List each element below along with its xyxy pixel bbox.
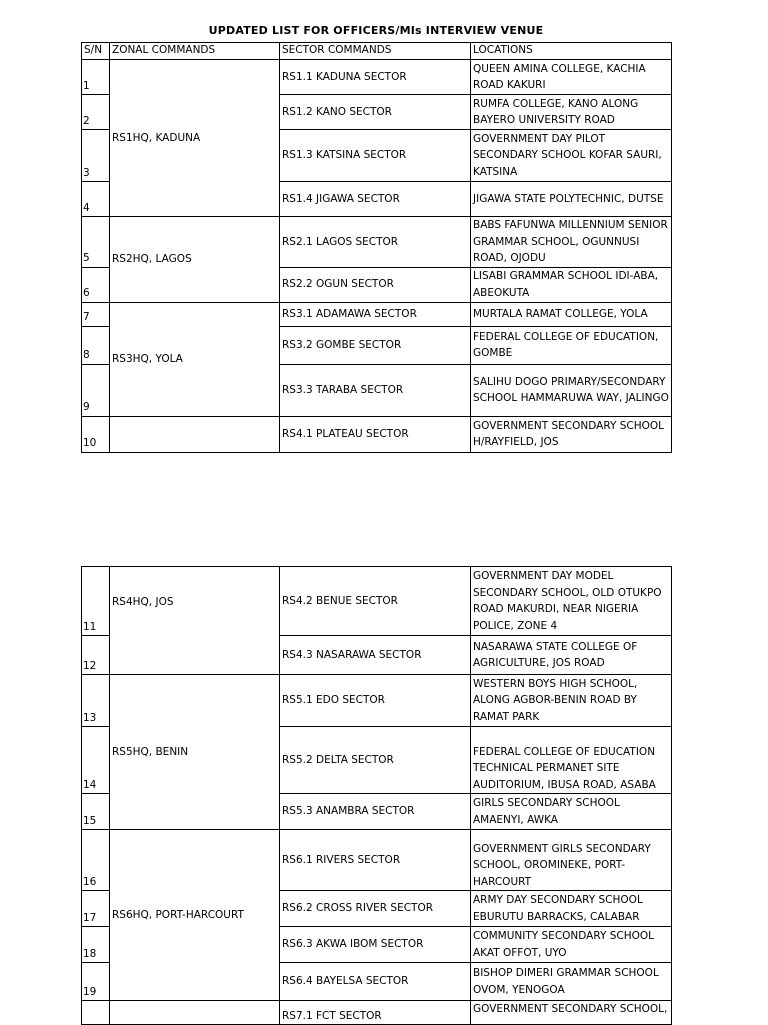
table-row [82, 830, 672, 891]
sector-cell: RS2.2 OGUN SECTOR [280, 267, 471, 302]
zone-cell: RS2HQ, LAGOS [110, 217, 280, 303]
sector-cell: RS5.1 EDO SECTOR [280, 675, 471, 727]
row-sn: 1 [82, 60, 110, 95]
table-row [82, 302, 672, 326]
sector-cell: RS6.4 BAYELSA SECTOR [280, 963, 471, 1001]
location-cell: MURTALA RAMAT COLLEGE, YOLA [471, 302, 672, 326]
sector-cell: RS2.1 LAGOS SECTOR [280, 217, 471, 268]
row-sn: 4 [82, 182, 110, 217]
location-cell: GOVERNMENT DAY MODEL SECONDARY SCHOOL, OLD OTUKPO ROAD MAKURDI, NEAR NIGERIA POLICE, ZONE 4 [471, 567, 672, 636]
sector-cell: RS1.2 KANO SECTOR [280, 95, 471, 130]
zone-cell-empty [110, 1001, 280, 1025]
location-cell: NASARAWA STATE COLLEGE OF AGRICULTURE, JOS ROAD [471, 636, 672, 675]
location-cell: ARMY DAY SECONDARY SCHOOL EBURUTU BARRACKS, CALABAR [471, 891, 672, 927]
zone-cell: RS3HQ, YOLA [110, 302, 280, 416]
row-sn: 10 [82, 416, 110, 452]
venue-table-page-1 [81, 42, 672, 453]
location-cell: QUEEN AMINA COLLEGE, KACHIA ROAD KAKURI [471, 60, 672, 95]
zone-cell: RS1HQ, KADUNA [110, 60, 280, 217]
row-sn: 5 [82, 217, 110, 268]
row-sn: 8 [82, 326, 110, 364]
location-cell: FEDERAL COLLEGE OF EDUCATION, GOMBE [471, 326, 672, 364]
table-row [82, 675, 672, 727]
sector-cell: RS1.3 KATSINA SECTOR [280, 130, 471, 182]
row-sn: 9 [82, 364, 110, 416]
location-cell: GOVERNMENT GIRLS SECONDARY SCHOOL, OROMINEKE, PORT-HARCOURT [471, 830, 672, 891]
location-cell: FEDERAL COLLEGE OF EDUCATION TECHNICAL PERMANET SITE AUDITORIUM, IBUSA ROAD, ASABA [471, 727, 672, 794]
zone-cell-empty [110, 416, 280, 452]
sector-cell: RS4.2 BENUE SECTOR [280, 567, 471, 636]
location-cell: SALIHU DOGO PRIMARY/SECONDARY SCHOOL HAMMARUWA WAY, JALINGO [471, 364, 672, 416]
location-cell: RUMFA COLLEGE, KANO ALONG BAYERO UNIVERSITY ROAD [471, 95, 672, 130]
sector-cell: RS3.1 ADAMAWA SECTOR [280, 302, 471, 326]
location-cell: GIRLS SECONDARY SCHOOL AMAENYI, AWKA [471, 794, 672, 830]
location-cell: GOVERNMENT DAY PILOT SECONDARY SCHOOL KOFAR SAURI, KATSINA [471, 130, 672, 182]
venue-table-page-2 [81, 566, 672, 1025]
header-zonal-commands: ZONAL COMMANDS [110, 43, 280, 60]
location-cell: BABS FAFUNWA MILLENNIUM SENIOR GRAMMAR SCHOOL, OGUNNUSI ROAD, OJODU [471, 217, 672, 268]
row-sn: 14 [82, 727, 110, 794]
sector-cell: RS3.2 GOMBE SECTOR [280, 326, 471, 364]
row-sn: 17 [82, 891, 110, 927]
location-cell: BISHOP DIMERI GRAMMAR SCHOOL OVOM, YENOGOA [471, 963, 672, 1001]
table-row [82, 60, 672, 95]
page-title: UPDATED LIST FOR OFFICERS/MIs INTERVIEW VENUE [208, 24, 544, 37]
row-sn: 13 [82, 675, 110, 727]
table-row [82, 567, 672, 636]
sector-cell: RS1.1 KADUNA SECTOR [280, 60, 471, 95]
sector-cell: RS4.3 NASARAWA SECTOR [280, 636, 471, 675]
row-sn: 11 [82, 567, 110, 636]
row-sn: 16 [82, 830, 110, 891]
zone-cell: RS6HQ, PORT-HARCOURT [110, 830, 280, 1001]
row-sn: 3 [82, 130, 110, 182]
row-sn: 12 [82, 636, 110, 675]
sector-cell: RS6.3 AKWA IBOM SECTOR [280, 927, 471, 963]
row-sn: 7 [82, 302, 110, 326]
header-locations: LOCATIONS [471, 43, 672, 60]
row-sn [82, 1001, 110, 1025]
sector-cell: RS6.1 RIVERS SECTOR [280, 830, 471, 891]
table-row [82, 416, 672, 452]
location-cell: GOVERNMENT SECONDARY SCHOOL, [471, 1001, 672, 1025]
zone-cell: RS5HQ, BENIN [110, 675, 280, 830]
header-sector-commands: SECTOR COMMANDS [280, 43, 471, 60]
zone-cell: RS4HQ, JOS [110, 567, 280, 675]
sector-cell: RS1.4 JIGAWA SECTOR [280, 182, 471, 217]
location-cell: WESTERN BOYS HIGH SCHOOL, ALONG AGBOR-BENIN ROAD BY RAMAT PARK [471, 675, 672, 727]
location-cell: COMMUNITY SECONDARY SCHOOL AKAT OFFOT, UYO [471, 927, 672, 963]
row-sn: 15 [82, 794, 110, 830]
sector-cell: RS6.2 CROSS RIVER SECTOR [280, 891, 471, 927]
sector-cell: RS5.2 DELTA SECTOR [280, 727, 471, 794]
row-sn: 6 [82, 267, 110, 302]
row-sn: 2 [82, 95, 110, 130]
table-row [82, 217, 672, 268]
location-cell: JIGAWA STATE POLYTECHNIC, DUTSE [471, 182, 672, 217]
table-row [82, 1001, 672, 1025]
location-cell: LISABI GRAMMAR SCHOOL IDI-ABA, ABEOKUTA [471, 267, 672, 302]
sector-cell: RS7.1 FCT SECTOR [280, 1001, 471, 1025]
table-header-row [82, 43, 672, 60]
sector-cell: RS4.1 PLATEAU SECTOR [280, 416, 471, 452]
location-cell: GOVERNMENT SECONDARY SCHOOL H/RAYFIELD, JOS [471, 416, 672, 452]
header-sn: S/N [82, 43, 110, 60]
sector-cell: RS5.3 ANAMBRA SECTOR [280, 794, 471, 830]
row-sn: 19 [82, 963, 110, 1001]
sector-cell: RS3.3 TARABA SECTOR [280, 364, 471, 416]
row-sn: 18 [82, 927, 110, 963]
